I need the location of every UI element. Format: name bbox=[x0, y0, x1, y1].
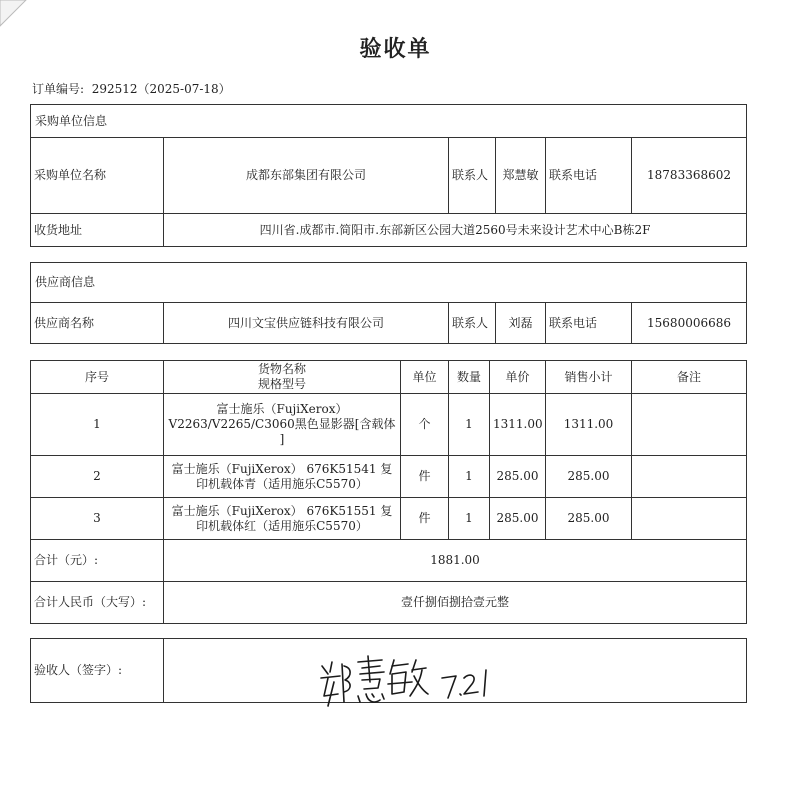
purchaser-table bbox=[30, 104, 747, 247]
purchaser-section-title: 采购单位信息 bbox=[31, 105, 747, 138]
header-qty: 数量 bbox=[449, 361, 490, 394]
row-name: 富士施乐（FujiXerox） 676K51541 复印机载体青（适用施乐C5570） bbox=[164, 456, 401, 498]
table-row bbox=[31, 498, 747, 540]
address-label: 收货地址 bbox=[31, 214, 164, 247]
address-value: 四川省.成都市.简阳市.东部新区公园大道2560号未来设计艺术中心B栋2F bbox=[164, 214, 747, 247]
table-row bbox=[31, 456, 747, 498]
row-name: 富士施乐（FujiXerox） V2263/V2265/C3060黑色显影器[含载体 ] bbox=[164, 394, 401, 456]
row-seq: 3 bbox=[31, 498, 164, 540]
row-unit: 个 bbox=[401, 394, 449, 456]
order-label: 订单编号: bbox=[32, 82, 85, 96]
row-qty: 1 bbox=[449, 394, 490, 456]
acceptance-label: 验收人（签字）: bbox=[31, 639, 164, 703]
purchaser-phone-label: 联系电话 bbox=[546, 138, 632, 214]
row-subtotal: 285.00 bbox=[546, 456, 632, 498]
supplier-contact-label: 联系人 bbox=[449, 303, 496, 344]
row-seq: 2 bbox=[31, 456, 164, 498]
row-unit: 件 bbox=[401, 498, 449, 540]
row-remark bbox=[632, 498, 747, 540]
purchaser-contact-label: 联系人 bbox=[449, 138, 496, 214]
row-remark bbox=[632, 456, 747, 498]
purchaser-contact: 郑慧敏 bbox=[496, 138, 546, 214]
header-price: 单价 bbox=[490, 361, 546, 394]
row-qty: 1 bbox=[449, 498, 490, 540]
total-label: 合计（元）: bbox=[31, 540, 164, 582]
supplier-name: 四川文宝供应链科技有限公司 bbox=[164, 303, 449, 344]
total-value: 1881.00 bbox=[164, 540, 747, 582]
supplier-name-label: 供应商名称 bbox=[31, 303, 164, 344]
total-rmb-label: 合计人民币（大写）: bbox=[31, 582, 164, 624]
purchaser-name-label: 采购单位名称 bbox=[31, 138, 164, 214]
row-qty: 1 bbox=[449, 456, 490, 498]
supplier-phone-label: 联系电话 bbox=[546, 303, 632, 344]
row-seq: 1 bbox=[31, 394, 164, 456]
header-spec: 规格型号 bbox=[257, 377, 306, 391]
table-row bbox=[31, 394, 747, 456]
row-remark bbox=[632, 394, 747, 456]
supplier-section-title: 供应商信息 bbox=[31, 263, 747, 303]
header-name-spec bbox=[164, 361, 401, 394]
handwritten-signature bbox=[318, 652, 498, 716]
order-number bbox=[32, 80, 231, 97]
row-subtotal: 1311.00 bbox=[546, 394, 632, 456]
row-price: 285.00 bbox=[490, 456, 546, 498]
row-subtotal: 285.00 bbox=[546, 498, 632, 540]
row-price: 285.00 bbox=[490, 498, 546, 540]
purchaser-phone: 18783368602 bbox=[632, 138, 747, 214]
header-subtotal: 销售小计 bbox=[546, 361, 632, 394]
header-remark: 备注 bbox=[632, 361, 747, 394]
supplier-phone: 15680006686 bbox=[632, 303, 747, 344]
supplier-table bbox=[30, 262, 747, 344]
header-seq: 序号 bbox=[31, 361, 164, 394]
row-price: 1311.00 bbox=[490, 394, 546, 456]
purchaser-name: 成都东部集团有限公司 bbox=[164, 138, 449, 214]
total-rmb-value: 壹仟捌佰捌拾壹元整 bbox=[164, 582, 747, 624]
row-name: 富士施乐（FujiXerox） 676K51551 复印机载体红（适用施乐C5570） bbox=[164, 498, 401, 540]
order-value: 292512（2025-07-18） bbox=[91, 82, 231, 96]
scan-corner-fold bbox=[0, 0, 30, 30]
items-table bbox=[30, 360, 747, 624]
header-name: 货物名称 bbox=[257, 362, 306, 376]
header-unit: 单位 bbox=[401, 361, 449, 394]
row-unit: 件 bbox=[401, 456, 449, 498]
supplier-contact: 刘磊 bbox=[496, 303, 546, 344]
document-title: 验收单 bbox=[359, 36, 432, 62]
